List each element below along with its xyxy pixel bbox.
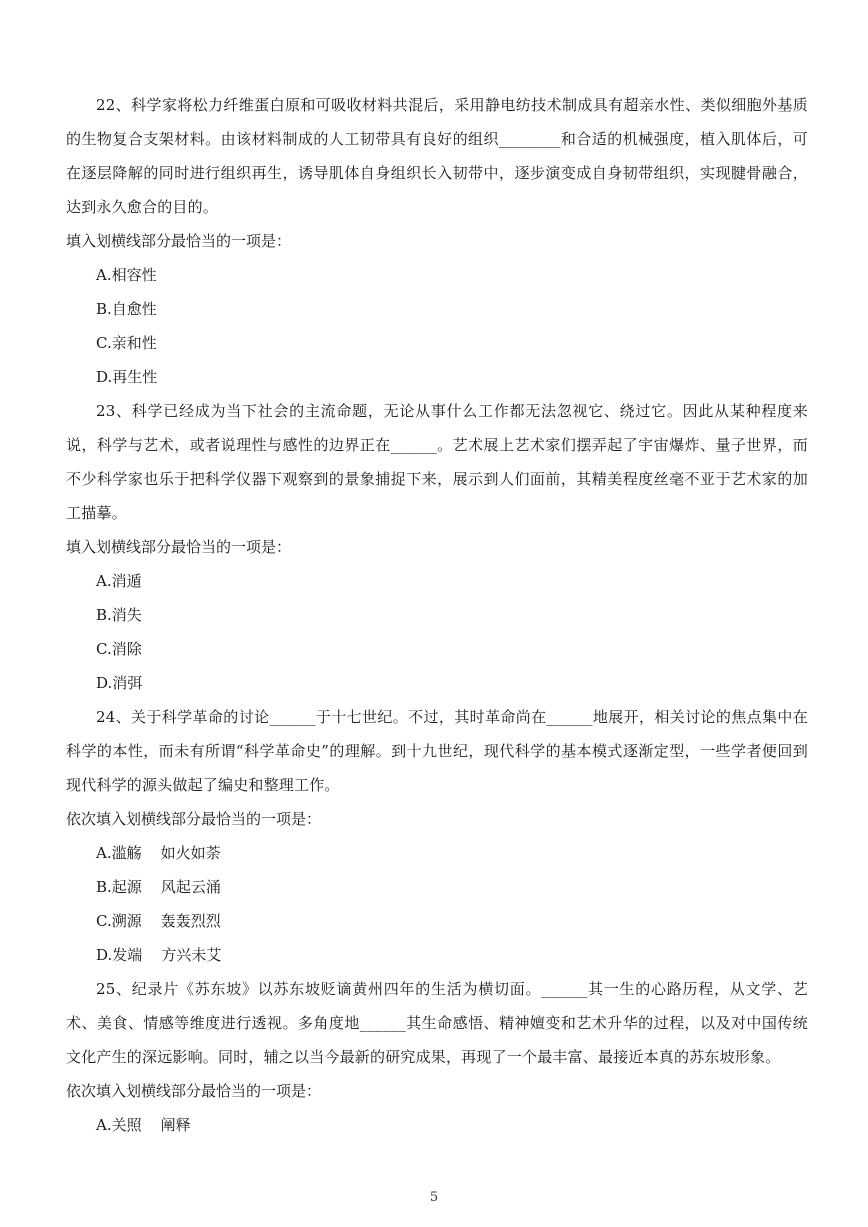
question-23-option-a: A.消遁 (96, 572, 142, 590)
question-22-option-b: B.自愈性 (96, 300, 157, 318)
question-25-stem: 25、纪录片《苏东坡》以苏东坡贬谪黄州四年的生活为横切面。______其一生的心路历程，从文学、艺术、美食、情感等维度进行透视。多角度地______其生命感悟、精神嬗变和艺术升华的过程，以及对中国传统文化产生的深远影响。同时，辅之以当今最新的研究成果，再现了一个最丰富、最接近本真的苏东坡形象。 (66, 980, 808, 1066)
question-22-stem: 22、科学家将松力纤维蛋白原和可吸收材料共混后，采用静电纺技术制成具有超亲水性、类似细胞外基质的生物复合支架材料。由该材料制成的人工韧带具有良好的组织________和合适的机械强度，植入肌体后，可在逐层降解的同时进行组织再生，诱导肌体自身组织长入韧带中，逐步演变成自身韧带组织，实现腱骨融合，达到永久愈合的目的。 (66, 96, 808, 216)
question-24-option-c: C.溯源 轰轰烈烈 (96, 912, 221, 930)
question-22-prompt: 填入划横线部分最恰当的一项是： (66, 232, 292, 250)
question-25-option-a: A.关照 阐释 (96, 1116, 191, 1134)
page-number: 5 (429, 1190, 439, 1205)
question-23-option-b: B.消失 (96, 606, 142, 624)
question-22-option-a: A.相容性 (96, 266, 157, 284)
question-23-option-c: C.消除 (96, 640, 142, 658)
question-24-prompt: 依次填入划横线部分最恰当的一项是： (66, 810, 322, 828)
document-body (66, 88, 808, 1142)
question-23-option-d: D.消弭 (96, 674, 143, 692)
question-25-prompt: 依次填入划横线部分最恰当的一项是： (66, 1082, 322, 1100)
question-22-option-d: D.再生性 (96, 368, 158, 386)
question-24-option-b: B.起源 风起云涌 (96, 878, 221, 896)
question-24-option-a: A.滥觞 如火如荼 (96, 844, 221, 862)
question-23-stem: 23、科学已经成为当下社会的主流命题，无论从事什么工作都无法忽视它、绕过它。因此从某种程度来说，科学与艺术，或者说理性与感性的边界正在______。艺术展上艺术家们摆弄起了宇宙爆炸、量子世界，而不少科学家也乐于把科学仪器下观察到的景象捕捉下来，展示到人们面前，其精美程度丝毫不亚于艺术家的加工描摹。 (66, 402, 808, 522)
question-24-stem: 24、关于科学革命的讨论______于十七世纪。不过，其时革命尚在______地展开，相关讨论的焦点集中在科学的本性，而未有所谓“科学革命史”的理解。到十九世纪，现代科学的基本模式逐渐定型，一些学者便回到现代科学的源头做起了编史和整理工作。 (66, 708, 808, 794)
question-22-option-c: C.亲和性 (96, 334, 157, 352)
question-23-prompt: 填入划横线部分最恰当的一项是： (66, 538, 292, 556)
question-24-option-d: D.发端 方兴未艾 (96, 946, 222, 964)
